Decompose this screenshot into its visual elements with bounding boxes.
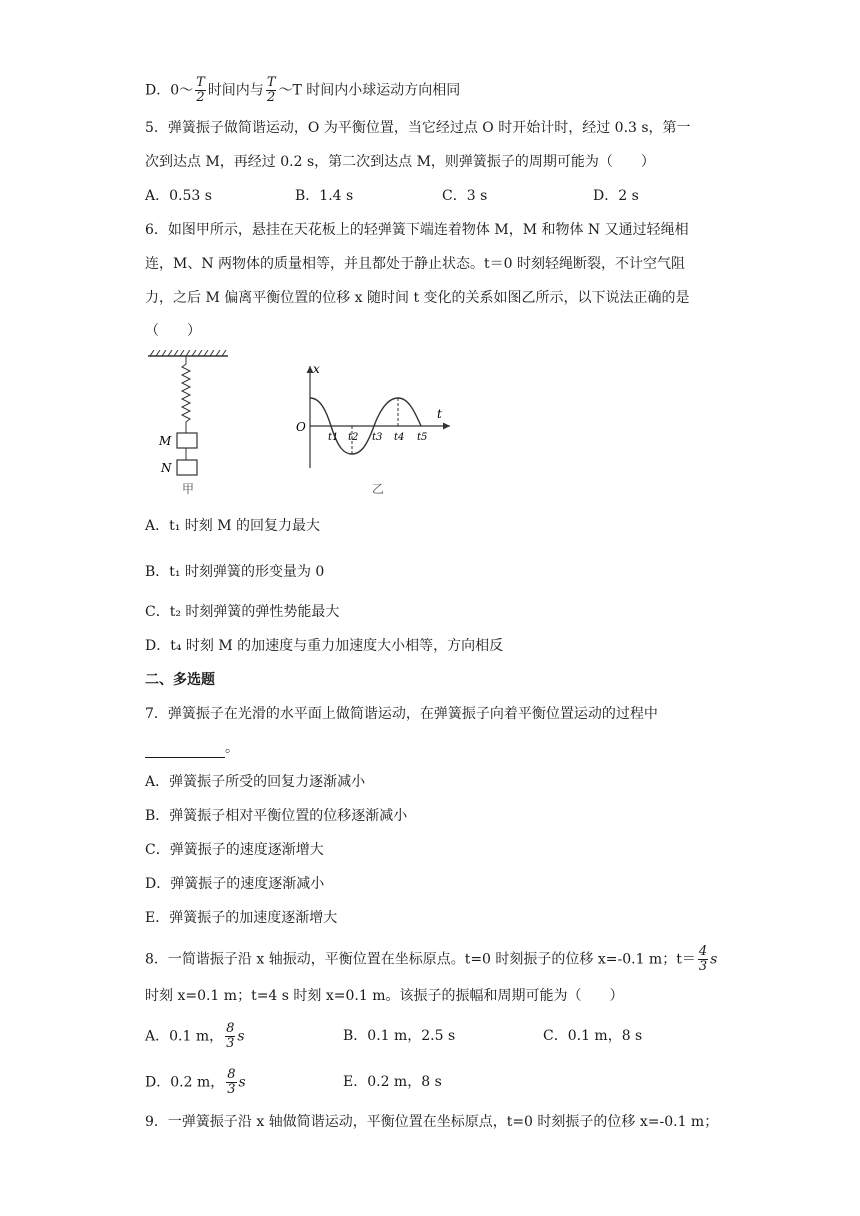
fraction xyxy=(266,76,277,105)
q8-options-row2 xyxy=(145,1068,705,1098)
label-m: M xyxy=(159,434,172,448)
answer-blank xyxy=(145,743,225,758)
q6-line4: （ ） xyxy=(145,323,201,339)
label-origin: O xyxy=(296,420,306,434)
q7-line1: 7．弹簧振子在光滑的水平面上做简谐运动，在弹簧振子向着平衡位置运动的过程中 xyxy=(145,706,658,722)
q7-option-c: C．弹簧振子的速度逐渐增大 xyxy=(145,842,324,858)
q6-option-a: A．t₁ 时刻 M 的回复力最大 xyxy=(145,518,321,534)
q7-line2-suffix: 。 xyxy=(225,740,239,756)
q7-option-e: E．弹簧振子的加速度逐渐增大 xyxy=(145,910,338,926)
q4-option-d xyxy=(145,76,460,105)
unit: s xyxy=(237,1028,245,1045)
frac-den: 3 xyxy=(227,1082,236,1097)
q6-line2: 连，M、N 两物体的质量相等，并且都处于静止状态。t＝0 时刻轻绳断裂，不计空气阻 xyxy=(145,256,686,272)
unit: s xyxy=(238,1074,246,1091)
frac-num: T xyxy=(266,75,276,90)
q5-line1: 5．弹簧振子做简谐运动，O 为平衡位置，当它经过点 O 时开始计时，经过 0.3 s，第一 xyxy=(145,120,691,136)
frac-den: 3 xyxy=(698,959,708,974)
q8-optd-text: D．0.2 m， xyxy=(145,1074,225,1091)
frac-num: T xyxy=(196,75,205,90)
fraction xyxy=(226,1068,236,1097)
label-t: t xyxy=(437,407,442,421)
q4-optd-mid: 时间内与 xyxy=(207,82,264,99)
q8-line1 xyxy=(145,945,717,974)
q6-line3: 力，之后 M 偏离平衡位置的位移 x 随时间 t 变化的关系如图乙所示，以下说法正确的是 xyxy=(145,290,690,306)
mass-n-block xyxy=(177,460,197,475)
label-n: N xyxy=(161,461,172,475)
figure-spring-masses xyxy=(140,350,240,500)
q6-option-b: B．t₁ 时刻弹簧的形变量为 0 xyxy=(145,564,325,580)
q7-option-b: B．弹簧振子相对平衡位置的位移逐渐减小 xyxy=(145,808,408,824)
q4-optd-suffix: ～T 时间内小球运动方向相同 xyxy=(278,82,461,99)
fraction xyxy=(195,76,206,105)
label-x: x xyxy=(313,362,320,376)
figure-displacement-time-graph xyxy=(290,358,460,498)
fraction xyxy=(225,1022,235,1051)
q5-option-c: C．3 s xyxy=(442,188,488,204)
frac-num: 4 xyxy=(698,944,708,959)
q8-option-d xyxy=(145,1068,246,1097)
spring xyxy=(182,356,190,433)
q4-optd-prefix: D．0～ xyxy=(145,82,194,99)
q6-option-d: D．t₄ 时刻 M 的加速度与重力加速度大小相等，方向相反 xyxy=(145,638,504,654)
q5-option-b: B．1.4 s xyxy=(295,188,354,204)
fraction xyxy=(698,945,708,974)
q8-option-a xyxy=(145,1022,245,1051)
frac-den: 2 xyxy=(267,90,276,105)
ceiling-hatch xyxy=(150,350,226,356)
caption-yi: 乙 xyxy=(372,482,385,496)
q5-option-d: D．2 s xyxy=(593,188,639,204)
q8-option-b: B．0.1 m，2.5 s xyxy=(343,1028,456,1044)
q7-line2 xyxy=(145,738,239,758)
frac-den: 3 xyxy=(226,1036,235,1051)
q5-option-a: A．0.53 s xyxy=(145,188,212,204)
q8-options-row1 xyxy=(145,1022,705,1052)
q6-option-c: C．t₂ 时刻弹簧的弹性势能最大 xyxy=(145,604,340,620)
q7-option-d: D．弹簧振子的速度逐渐减小 xyxy=(145,876,325,892)
frac-num: 8 xyxy=(226,1021,235,1036)
q8-opta-text: A．0.1 m， xyxy=(145,1028,224,1045)
mass-m-block xyxy=(177,433,197,448)
label-t1: t1 xyxy=(328,432,339,443)
q8-line2: 时刻 x=0.1 m；t=4 s 时刻 x=0.1 m。该振子的振幅和周期可能为（ ） xyxy=(145,988,624,1004)
frac-den: 2 xyxy=(196,90,205,105)
q7-option-a: A．弹簧振子所受的回复力逐渐减小 xyxy=(145,774,366,790)
q5-line2: 次到达点 M，再经过 0.2 s，第二次到达点 M，则弹簧振子的周期可能为（ ） xyxy=(145,154,655,170)
caption-jia: 甲 xyxy=(182,482,195,496)
label-t5: t5 xyxy=(417,432,428,443)
q9-line1: 9．一弹簧振子沿 x 轴做简谐运动，平衡位置在坐标原点，t=0 时刻振子的位移 x=-0.1 m； xyxy=(145,1114,719,1130)
q8-line1-text: 8．一简谐振子沿 x 轴振动，平衡位置在坐标原点。t=0 时刻振子的位移 x=-0.1 m；t＝ xyxy=(145,951,696,968)
unit: s xyxy=(710,951,718,968)
q8-option-e: E．0.2 m，8 s xyxy=(343,1074,442,1090)
label-t4: t4 xyxy=(394,432,405,443)
q6-line1: 6．如图甲所示，悬挂在天花板上的轻弹簧下端连着物体 M，M 和物体 N 又通过轻绳相 xyxy=(145,222,689,238)
q8-option-c: C．0.1 m，8 s xyxy=(543,1028,643,1044)
frac-num: 8 xyxy=(227,1067,236,1082)
label-t3: t3 xyxy=(372,432,383,443)
section-title-multiple-choice: 二、多选题 xyxy=(145,672,215,688)
label-t2: t2 xyxy=(348,432,359,443)
